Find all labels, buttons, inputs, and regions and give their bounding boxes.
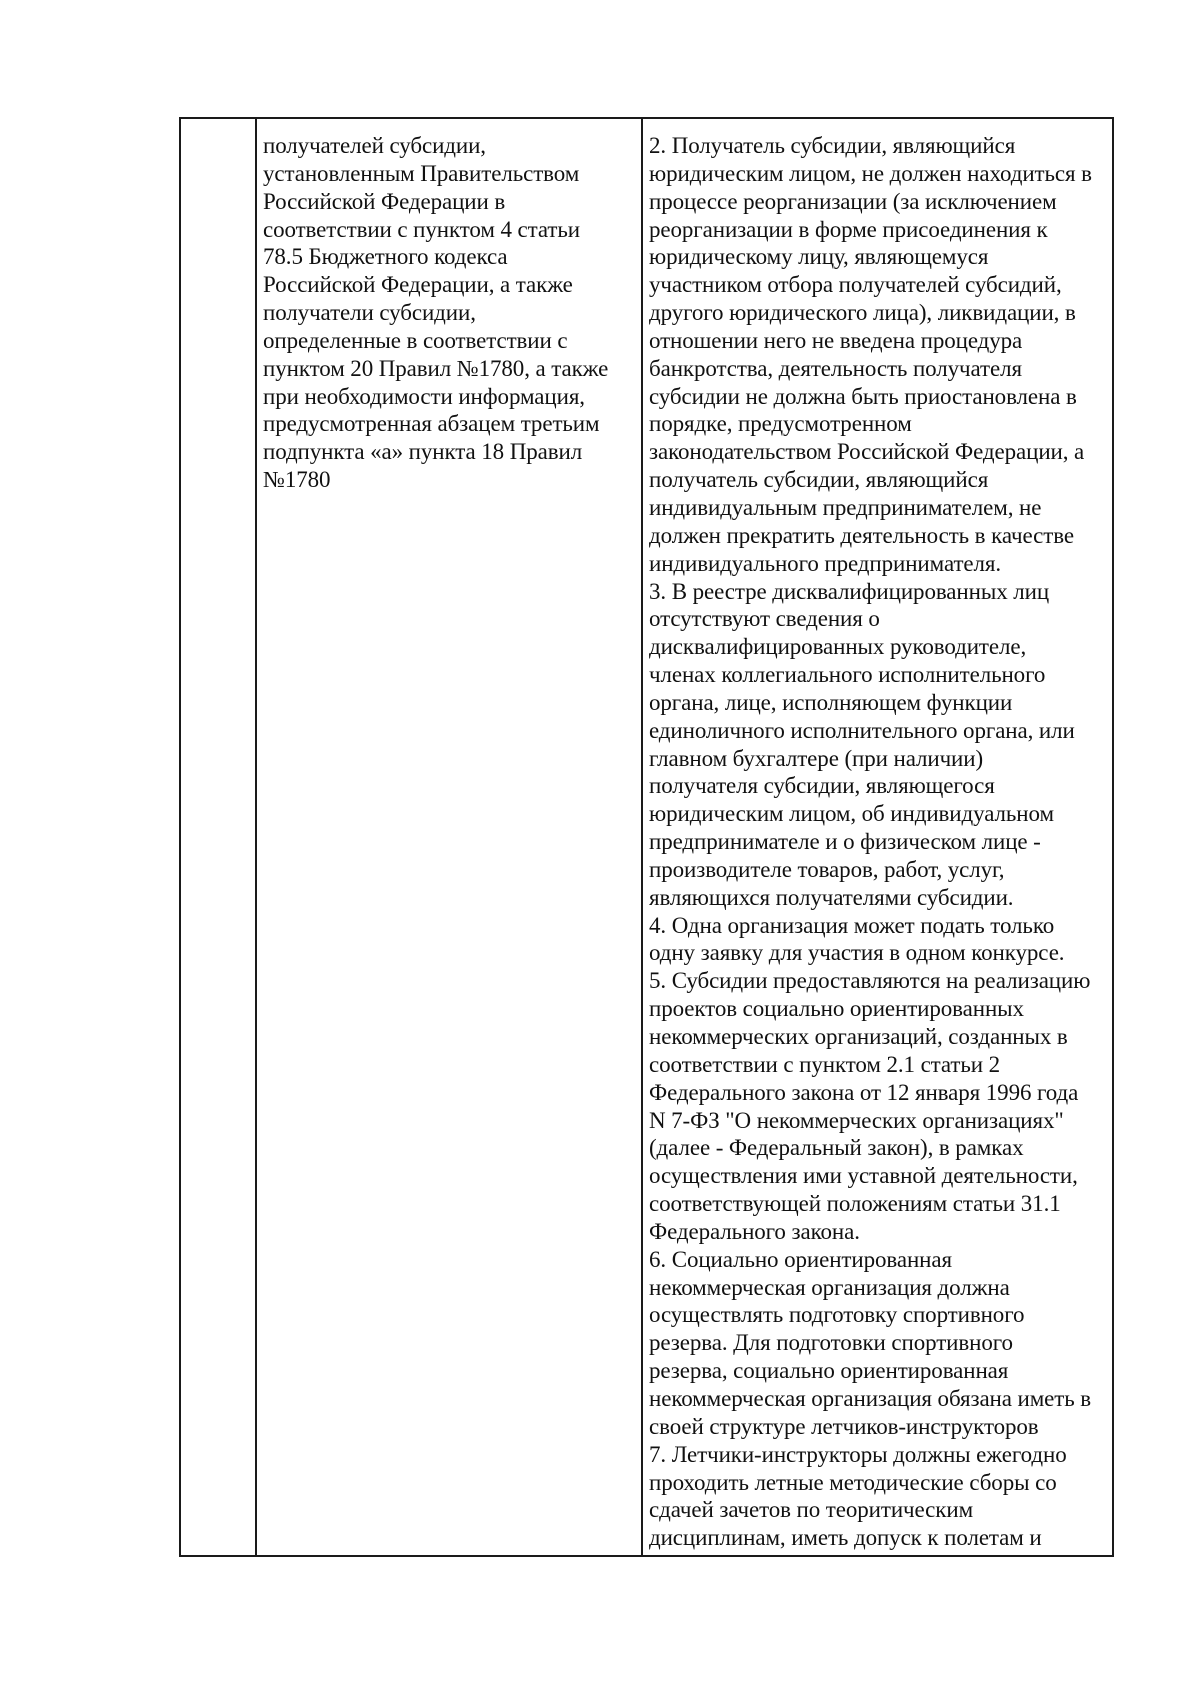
text-line: Федерального закона. (649, 1218, 860, 1244)
text-line: банкротства, деятельность получателя (649, 355, 1022, 381)
text-line: соответствии с пунктом 2.1 статьи 2 (649, 1051, 1001, 1077)
text-line: 4. Одна организация может подать только (649, 912, 1055, 938)
text-line: предусмотренная абзацем третьим (263, 411, 600, 437)
text-line: 78.5 Бюджетного кодекса (263, 244, 508, 270)
text-line: юридическим лицом, не должен находиться в (649, 160, 1092, 186)
text-line: резерва, социально ориентированная (649, 1358, 1009, 1384)
text-line: при необходимости информация, (263, 383, 585, 409)
text-line: реорганизации в форме присоединения к (649, 216, 1048, 242)
text-line: членах коллегиального исполнительного (649, 662, 1046, 688)
text-line: Российской Федерации в (263, 188, 506, 214)
text-line: (далее - Федеральный закон), в рамках (649, 1135, 1024, 1161)
text-line: осуществлять подготовку спортивного (649, 1302, 1025, 1328)
text-line: 7. Летчики-инструкторы должны ежегодно (649, 1441, 1067, 1467)
text-line: получатель субсидии, являющийся (649, 467, 989, 493)
text-line: 3. В реестре дисквалифицированных лиц (649, 578, 1050, 604)
text-line: индивидуального предпринимателя. (649, 550, 1002, 576)
text-line: N 7-ФЗ "О некоммерческих организациях" (649, 1107, 1064, 1133)
text-line: участником отбора получателей субсидий, (649, 272, 1062, 298)
text-line: получателя субсидии, являющегося (649, 773, 995, 799)
text-line: являющихся получателями субсидии. (649, 884, 1014, 910)
right-column-cell (643, 132, 1119, 1552)
text-line: пунктом 20 Правил №1780, а также (263, 355, 609, 381)
text-line: отношении него не введена процедура (649, 327, 1023, 353)
text-line: некоммерческая организация должна (649, 1274, 1010, 1300)
text-line: порядке, предусмотренном (649, 411, 912, 437)
text-line: Российской Федерации, а также (263, 272, 573, 298)
text-line: юридическим лицом, об индивидуальном (649, 801, 1054, 827)
text-line: проходить летные методические сборы со (649, 1469, 1057, 1495)
text-line: осуществления ими уставной деятельности, (649, 1163, 1078, 1189)
text-line: соответствующей положениям статьи 31.1 (649, 1191, 1061, 1217)
text-line: проектов социально ориентированных (649, 996, 1024, 1022)
text-line: одну заявку для участия в одном конкурсе. (649, 940, 1065, 966)
text-line: получателей субсидии, (263, 133, 486, 158)
text-line: своей структуре летчиков-инструкторов (649, 1413, 1039, 1439)
text-line: 6. Социально ориентированная (649, 1246, 952, 1272)
text-line: соответствии с пунктом 4 статьи (263, 216, 580, 242)
middle-column-cell (257, 132, 643, 494)
text-line: процессе реорганизации (за исключением (649, 188, 1057, 214)
text-line: Федерального закона от 12 января 1996 года (649, 1079, 1079, 1105)
text-line: единоличного исполнительного органа, или (649, 717, 1075, 743)
text-line: субсидии не должна быть приостановлена в (649, 383, 1077, 409)
document-table (179, 117, 1114, 1557)
text-line: главном бухгалтере (при наличии) (649, 745, 984, 771)
text-line: установленным Правительством (263, 160, 580, 186)
text-line: 5. Субсидии предоставляются на реализацию (649, 968, 1091, 994)
text-line: другого юридического лица), ликвидации, в (649, 300, 1076, 326)
text-line: подпункта «а» пункта 18 Правил (263, 439, 583, 465)
text-line: предпринимателе и о физическом лице - (649, 829, 1041, 855)
text-line: законодательством Российской Федерации, а (649, 439, 1085, 465)
text-line: некоммерческая организация обязана иметь в (649, 1385, 1092, 1411)
text-line: производителе товаров, работ, услуг, (649, 856, 1005, 882)
text-line: определенные в соответствии с (263, 327, 568, 353)
text-line: отсутствуют сведения о (649, 606, 880, 632)
text-line: резерва. Для подготовки спортивного (649, 1330, 1013, 1356)
text-line: должен прекратить деятельность в качестве (649, 522, 1074, 548)
text-line: получатели субсидии, (263, 300, 476, 326)
text-line: №1780 (263, 467, 331, 493)
text-line: сдачей зачетов по теоритическим (649, 1497, 974, 1523)
text-line: некоммерческих организаций, созданных в (649, 1024, 1068, 1049)
text-line: юридическому лицу, являющемуся (649, 244, 989, 270)
text-line: органа, лице, исполняющем функции (649, 689, 1013, 715)
text-line: 2. Получатель субсидии, являющийся (649, 133, 1016, 158)
text-line: дисквалифицированных руководителе, (649, 634, 1027, 660)
text-line: дисциплинам, иметь допуск к полетам и (649, 1525, 1042, 1551)
text-line: индивидуальным предпринимателем, не (649, 494, 1042, 520)
